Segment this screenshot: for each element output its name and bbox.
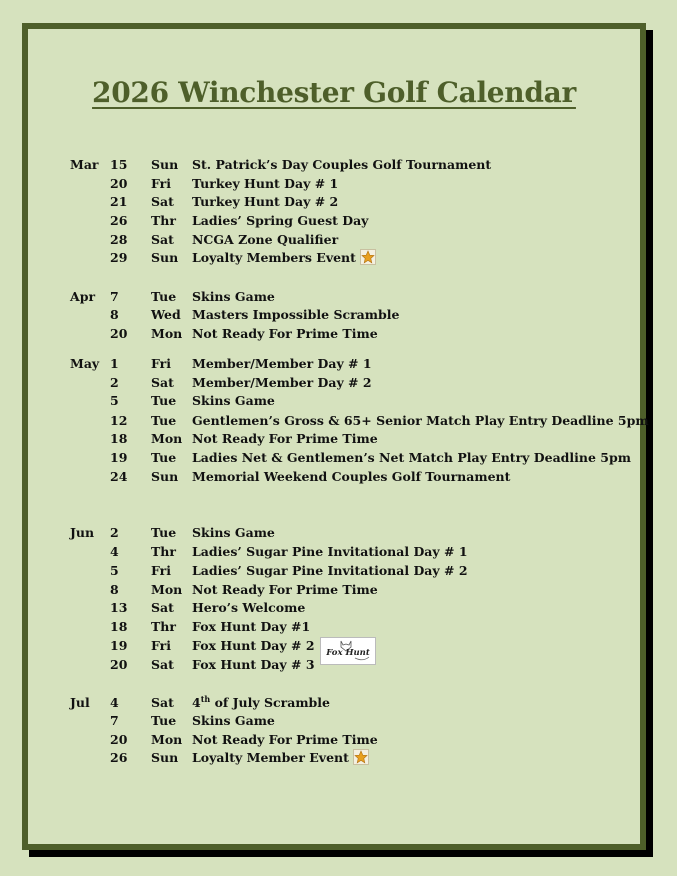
event-name: Ladies’ Sugar Pine Invitational Day # 2 [192,563,468,578]
event-row [28,731,640,749]
event-weekday: Fri [151,176,171,191]
event-weekday: Tue [151,289,177,304]
event-name: Fox Hunt Day # 2 Fox Hunt [192,637,315,655]
event-name: Loyalty Members Event [192,249,356,267]
event-day: 8 [110,307,119,322]
event-day: 18 [110,619,128,634]
event-row [28,599,640,617]
event-row [28,175,640,193]
event-row [28,581,640,599]
event-day: 12 [110,413,128,428]
event-day: 20 [110,176,128,191]
event-name: Turkey Hunt Day # 2 [192,194,339,209]
month-label: Jul [70,695,90,710]
event-day: 4 [110,695,119,710]
event-name: Ladies Net & Gentlemen’s Net Match Play Entry Deadline 5pm [192,450,631,465]
event-day: 24 [110,469,128,484]
event-day: 8 [110,582,119,597]
event-weekday: Sat [151,695,174,710]
event-weekday: Tue [151,393,177,408]
event-name: Member/Member Day # 1 [192,356,372,371]
event-day: 7 [110,289,119,304]
event-day: 20 [110,657,128,672]
event-name: St. Patrick’s Day Couples Golf Tournament [192,157,492,172]
event-day: 5 [110,393,119,408]
event-name: Not Ready For Prime Time [192,732,378,747]
event-row [28,355,640,373]
event-row [28,468,640,486]
event-row [28,712,640,730]
event-weekday: Sun [151,469,179,484]
event-name: Turkey Hunt Day # 1 [192,176,339,191]
event-row [28,656,640,674]
page-title: 2026 Winchester Golf Calendar [92,76,576,109]
event-weekday: Sat [151,375,174,390]
event-day: 20 [110,326,128,341]
event-weekday: Fri [151,638,171,653]
event-name: NCGA Zone Qualifier [192,232,339,247]
event-row [28,618,640,636]
event-weekday: Tue [151,450,177,465]
event-day: 19 [110,638,128,653]
event-row [28,306,640,324]
event-weekday: Sun [151,250,179,265]
event-name: Masters Impossible Scramble [192,307,400,322]
event-day: 13 [110,600,128,615]
event-day: 26 [110,750,128,765]
event-weekday: Sat [151,600,174,615]
event-row [28,249,640,267]
event-name: Skins Game [192,393,275,408]
event-name: Not Ready For Prime Time [192,431,378,446]
event-day: 19 [110,450,128,465]
fox-hunt-logo-text: Fox Hunt [325,648,370,658]
event-row [28,231,640,249]
event-day: 20 [110,732,128,747]
event-row [28,212,640,230]
event-name: Skins Game [192,525,275,540]
event-row [28,374,640,392]
event-name: Not Ready For Prime Time [192,326,378,341]
event-day: 5 [110,563,119,578]
event-day: 2 [110,525,119,540]
month-label: May [70,356,100,371]
event-weekday: Sun [151,157,179,172]
event-weekday: Mon [151,732,183,747]
event-name: Skins Game [192,289,275,304]
event-row [28,562,640,580]
event-weekday: Fri [151,563,171,578]
event-name: Hero’s Welcome [192,600,306,615]
event-weekday: Wed [151,307,181,322]
event-weekday: Thr [151,619,176,634]
event-day: 26 [110,213,128,228]
month-label: Mar [70,157,99,172]
event-day: 28 [110,232,128,247]
event-weekday: Tue [151,413,177,428]
event-row [28,449,640,467]
event-day: 4 [110,544,119,559]
event-row [28,412,649,430]
event-row [28,392,640,410]
event-name: Loyalty Member Event [192,749,349,767]
event-weekday: Fri [151,356,171,371]
event-weekday: Mon [151,431,183,446]
event-name: Member/Member Day # 2 [192,375,372,390]
month-label: Jun [70,525,95,540]
event-weekday: Tue [151,713,177,728]
event-row [28,749,640,767]
event-row [28,430,640,448]
event-name: Skins Game [192,713,275,728]
event-row [28,543,640,561]
event-weekday: Sat [151,194,174,209]
star-icon [360,249,376,265]
event-name: Ladies’ Sugar Pine Invitational Day # 1 [192,544,468,559]
event-row [28,524,640,542]
event-weekday: Thr [151,213,176,228]
event-weekday: Sat [151,657,174,672]
event-weekday: Mon [151,582,183,597]
event-weekday: Mon [151,326,183,341]
event-row [28,637,640,658]
event-day: 29 [110,250,128,265]
event-name: 4th of July Scramble [192,693,330,710]
star-icon [353,749,369,765]
event-day: 21 [110,194,128,209]
event-weekday: Sat [151,232,174,247]
event-day: 1 [110,356,119,371]
event-row [28,694,640,712]
event-day: 18 [110,431,128,446]
event-weekday: Thr [151,544,176,559]
event-name: Gentlemen’s Gross & 65+ Senior Match Play Entry Deadline 5pm [192,413,649,428]
event-day: 7 [110,713,119,728]
event-name: Fox Hunt Day #1 [192,619,311,634]
event-name: Memorial Weekend Couples Golf Tournament [192,469,511,484]
event-weekday: Sun [151,750,179,765]
event-row [28,193,640,211]
event-row [28,288,640,306]
calendar-frame [22,23,649,850]
event-name: Not Ready For Prime Time [192,582,378,597]
event-name: Ladies’ Spring Guest Day [192,213,369,228]
event-row [28,325,640,343]
event-row [28,156,640,174]
event-day: 2 [110,375,119,390]
event-name: Fox Hunt Day # 3 [192,657,315,672]
event-day: 15 [110,157,128,172]
event-weekday: Tue [151,525,177,540]
month-label: Apr [70,289,96,304]
